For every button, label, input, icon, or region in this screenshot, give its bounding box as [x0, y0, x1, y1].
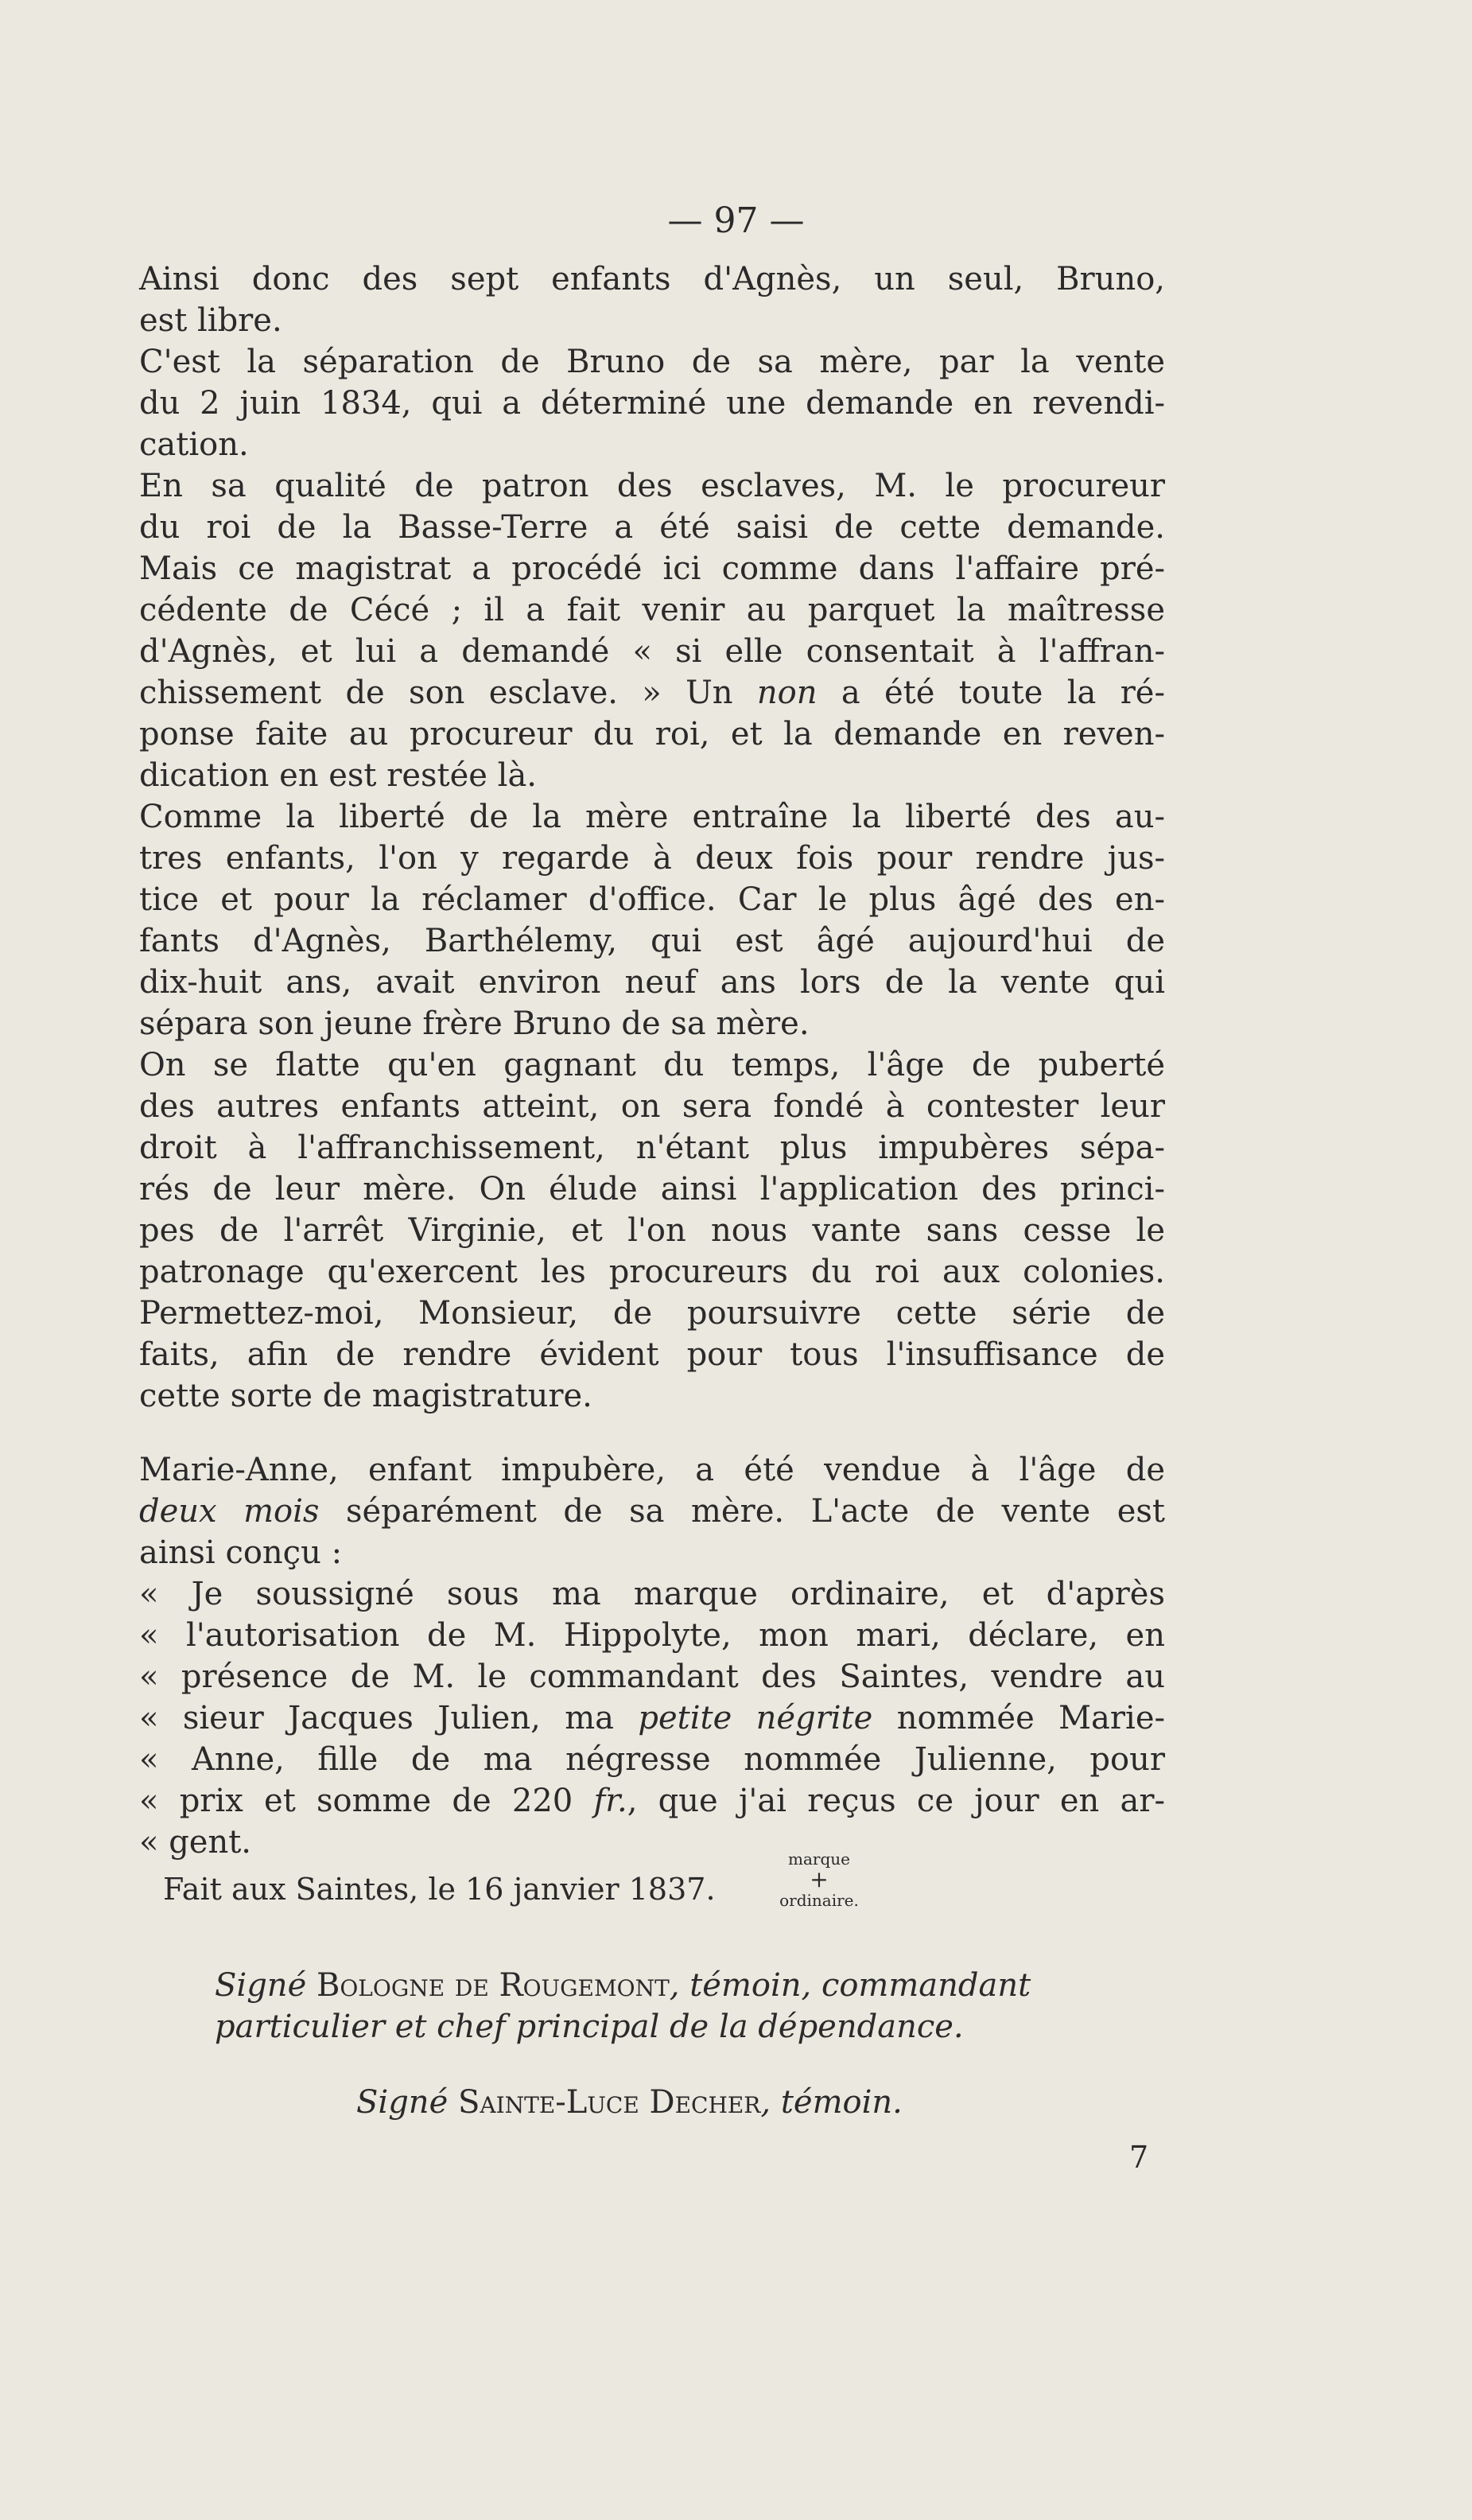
signature-mark: 7: [1129, 2140, 1149, 2175]
text-line: cation.: [139, 426, 249, 463]
text-line: Ainsi donc des sept enfants d'Agnès, un seul, Bruno,: [139, 261, 1165, 298]
signatory-role: , témoin, commandant: [669, 1967, 1031, 2004]
text-line: On se flatte qu'en gagnant du temps, l'âge de puberté: [139, 1047, 1165, 1083]
text-line: En sa qualité de patron des esclaves, M. le procureur: [139, 468, 1165, 504]
text-line: tres enfants, l'on y regarde à deux fois pour rendre jus-: [139, 840, 1165, 877]
italic-phrase: petite négrite: [638, 1700, 873, 1736]
quote-line: [139, 1698, 1165, 1739]
text-fragment: a été toute la ré-: [841, 675, 1165, 711]
signe-label: Signé: [215, 1967, 307, 2004]
text-line: C'est la séparation de Bruno de sa mère, par la vente: [139, 344, 1165, 380]
page-number-header: — 97 —: [667, 200, 805, 241]
text-line: dication en est restée là.: [139, 757, 538, 794]
quote-line: [139, 1780, 1165, 1822]
text-line: rés de leur mère. On élude ainsi l'application des princi-: [139, 1171, 1165, 1208]
mark-label: marque: [788, 1849, 850, 1869]
text-line: sépara son jeune frère Bruno de sa mère.: [139, 1005, 810, 1042]
signatory-role: , témoin.: [760, 2084, 903, 2121]
text-line: dix-huit ans, avait environ neuf ans lors de la vente qui: [139, 964, 1165, 1001]
mark-label: ordinaire.: [779, 1891, 859, 1910]
signature-block-1: [215, 1965, 1161, 2048]
main-text: [139, 259, 1165, 1417]
text-line: [139, 672, 1165, 714]
text-line: Comme la liberté de la mère entraîne la liberté des au-: [139, 799, 1165, 835]
text-fragment: nommée Marie-: [896, 1700, 1166, 1736]
text-fragment: , que j'ai reçus ce jour en ar-: [627, 1783, 1165, 1819]
text-line: tice et pour la réclamer d'office. Car le plus âgé des en-: [139, 881, 1165, 918]
italic-word: non: [756, 675, 818, 711]
text-line: faits, afin de rendre évident pour tous l'insuffisance de: [139, 1336, 1165, 1373]
quote-line: « gent.: [139, 1824, 252, 1861]
text-fragment: « sieur Jacques Julien, ma: [139, 1700, 614, 1736]
signe-label: Signé: [356, 2084, 449, 2121]
text-line: droit à l'affranchissement, n'étant plus impubères sépa-: [139, 1130, 1165, 1166]
quote-line: « Je soussigné sous ma marque ordinaire, et d'après: [139, 1576, 1165, 1612]
text-fragment: chissement de son esclave. » Un: [139, 675, 733, 711]
text-line: des autres enfants atteint, on sera fondé à contester leur: [139, 1088, 1165, 1125]
text-line: Permettez-moi, Monsieur, de poursuivre cette série de: [139, 1295, 1165, 1332]
text-line: pes de l'arrêt Virginie, et l'on nous vante sans cesse le: [139, 1212, 1165, 1249]
date-line: Fait aux Saintes, le 16 janvier 1837.: [163, 1872, 716, 1907]
text-line: d'Agnès, et lui a demandé « si elle consentait à l'affran-: [139, 633, 1165, 670]
quote-line: « présence de M. le commandant des Saintes, vendre au: [139, 1659, 1165, 1695]
mark-annotation: [771, 1849, 867, 1910]
signatory-name: Bologne de Rougemont: [316, 1967, 670, 2004]
text-line: ainsi conçu :: [139, 1534, 343, 1571]
text-line: Marie-Anne, enfant impubère, a été vendue à l'âge de: [139, 1452, 1165, 1488]
text-line: du 2 juin 1834, qui a déterminé une demande en revendi-: [139, 385, 1165, 422]
italic-phrase: deux mois: [139, 1493, 320, 1530]
text-fragment: séparément de sa mère. L'acte de vente est: [345, 1493, 1166, 1530]
signature-block-2: [356, 2084, 903, 2121]
text-line: Mais ce magistrat a procédé ici comme dans l'affaire pré-: [139, 550, 1165, 587]
quote-line: « Anne, fille de ma négresse nommée Julienne, pour: [139, 1741, 1165, 1778]
text-line: [139, 1491, 1165, 1532]
text-fragment: « prix et somme de 220: [139, 1783, 573, 1819]
signatory-role-line: particulier et chef principal de la dépendance.: [215, 2009, 964, 2045]
quote-line: « l'autorisation de M. Hippolyte, mon mari, déclare, en: [139, 1617, 1165, 1654]
second-section-text: [139, 1449, 1165, 1863]
italic-word: fr.: [593, 1783, 627, 1819]
text-line: cette sorte de magistrature.: [139, 1378, 592, 1414]
text-line: est libre.: [139, 302, 282, 339]
text-line: fants d'Agnès, Barthélemy, qui est âgé aujourd'hui de: [139, 923, 1165, 959]
text-line: cédente de Cécé ; il a fait venir au parquet la maîtresse: [139, 592, 1165, 628]
text-line: du roi de la Basse-Terre a été saisi de cette demande.: [139, 509, 1165, 546]
text-line: ponse faite au procureur du roi, et la demande en reven-: [139, 716, 1165, 752]
text-line: patronage qu'exercent les procureurs du roi aux colonies.: [139, 1254, 1165, 1290]
signature-line: [215, 1965, 1161, 2006]
signatory-name: Sainte-Luce Decher: [457, 2084, 761, 2121]
cross-mark: +: [810, 1866, 829, 1892]
